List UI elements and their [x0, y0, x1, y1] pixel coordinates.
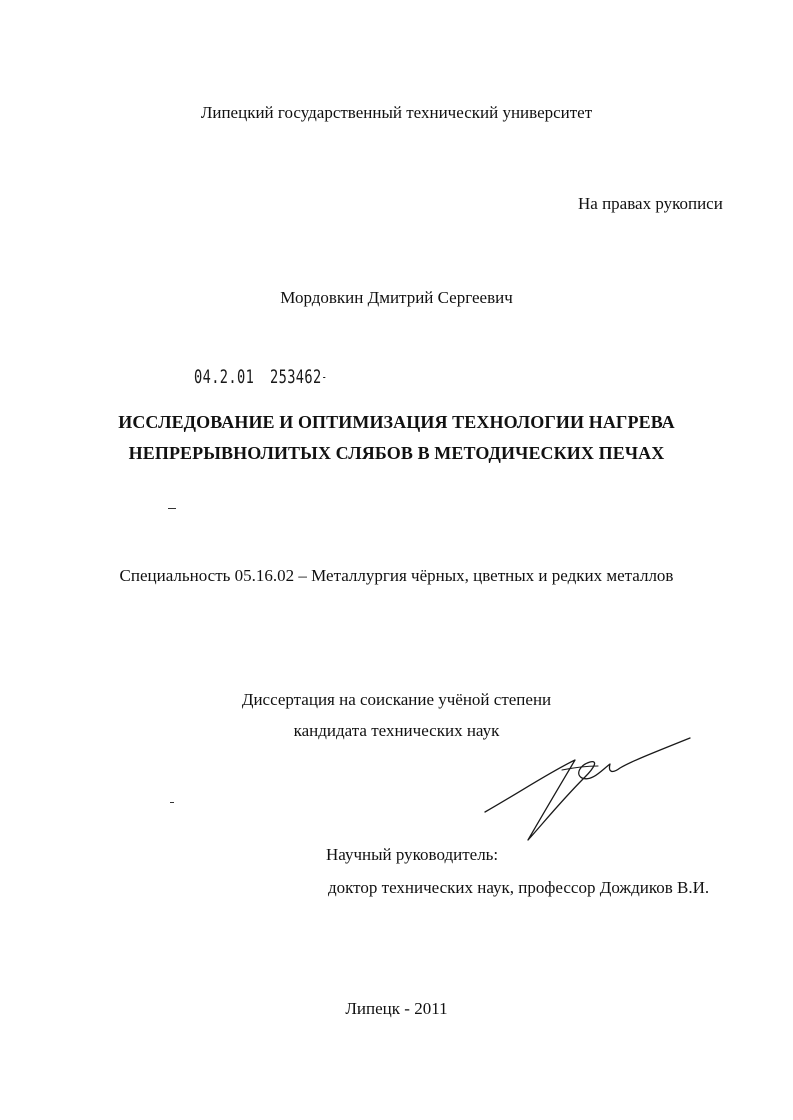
stamp-code-part2: 253462	[270, 366, 322, 388]
place-and-year: Липецк - 2011	[345, 999, 448, 1018]
supervisor-label: Научный руководитель:	[326, 845, 499, 864]
degree-line1: Диссертация на соискание учёной степени	[241, 690, 552, 709]
university-name: Липецкий государственный технический университет	[200, 103, 593, 122]
handwritten-signature	[480, 732, 700, 852]
supervisor-details: доктор технических наук, профессор Дождиков В.И.	[328, 878, 710, 897]
scan-mark	[168, 508, 176, 509]
degree-line2: кандидата технических наук	[293, 721, 500, 740]
stamp-code-part1: 04.2.01	[194, 366, 255, 388]
thesis-title-line1: ИССЛЕДОВАНИЕ И ОПТИМИЗАЦИЯ ТЕХНОЛОГИИ НАГРЕВА	[118, 412, 675, 432]
manuscript-note: На правах рукописи	[578, 194, 723, 213]
registration-stamp	[194, 366, 327, 388]
specialty-line: Специальность 05.16.02 – Металлургия чёрных, цветных и редких металлов	[119, 566, 674, 585]
scan-mark-small	[170, 802, 174, 803]
stamp-dash-mark: -	[321, 370, 328, 384]
author-name: Мордовкин Дмитрий Сергеевич	[280, 288, 513, 307]
thesis-title-line2: НЕПРЕРЫВНОЛИТЫХ СЛЯБОВ В МЕТОДИЧЕСКИХ ПЕЧАХ	[128, 443, 665, 463]
